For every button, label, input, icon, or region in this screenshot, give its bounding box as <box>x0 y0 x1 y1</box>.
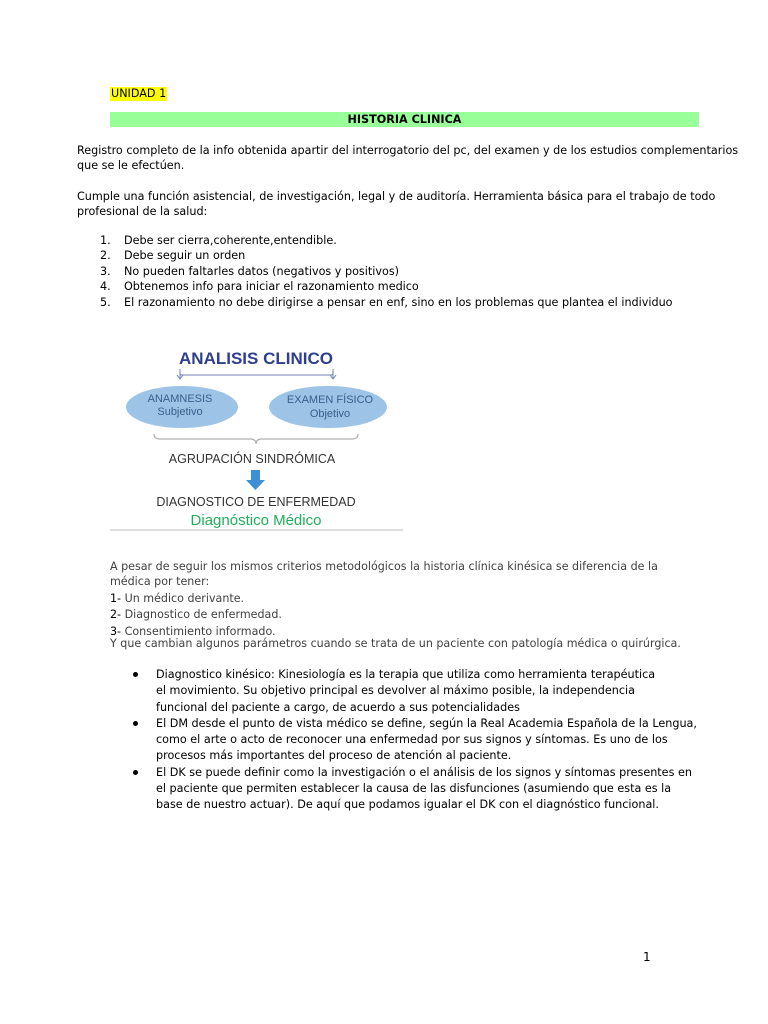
comparison-item-number: 2- <box>110 608 122 622</box>
list-number: 4. <box>100 280 111 294</box>
intro-p2-line2: profesional de la salud: <box>77 205 208 219</box>
list-item <box>100 279 720 294</box>
intro-p1-line1: Registro completo de la info obtenida apartir del interrogatorio del pc, del examen y de los estudios complementarios <box>77 144 739 157</box>
comparison-item-text: Diagnostico de enfermedad. <box>124 608 282 622</box>
comparison-line-2: médica por tener: <box>110 575 210 589</box>
bullet-icon <box>133 672 138 677</box>
document-title: HISTORIA CLINICA <box>110 112 699 127</box>
down-arrow-icon <box>246 480 265 490</box>
comparison-item-text: Un médico derivante. <box>124 591 245 605</box>
anamnesis-label: ANAMNESIS <box>147 393 213 405</box>
medical-diagnosis-label: Diagnóstico Médico <box>190 512 322 529</box>
bullet-item <box>129 716 697 765</box>
page-number: 1 <box>643 950 651 964</box>
bullet-line: El DK se puede definir como la investigación o el análisis de los signos y síntomas presentes en <box>156 765 692 779</box>
bullet-line: procesos más importantes del proceso de atención al paciente. <box>156 749 512 763</box>
list-text: No pueden faltarles datos (negativos y positivos) <box>124 264 400 278</box>
intro-paragraph-1 <box>77 143 739 174</box>
list-number: 3. <box>100 264 111 278</box>
bullet-line: base de nuestro actuar). De aquí que podamos igualar el DK con el diagnóstico funcional. <box>156 798 659 812</box>
comparison-item <box>110 607 650 622</box>
list-number: 2. <box>100 249 111 263</box>
bullet-line: funcional del paciente a cargo, de acuerdo a sus potencialidades <box>156 700 520 714</box>
intro-p2-line1: Cumple una función asistencial, de investigación, legal y de auditoría. Herramienta básica para el trabajo de todo <box>77 190 716 203</box>
list-text: Obtenemos info para iniciar el razonamiento medico <box>124 280 419 294</box>
grouping-label: AGRUPACIÓN SINDRÓMICA <box>168 452 336 466</box>
subjective-label: Subjetivo <box>157 406 203 418</box>
grouping-brace <box>154 434 358 444</box>
intro-p1-line2: que se le efectúen. <box>77 159 185 173</box>
objective-label: Objetivo <box>309 408 351 420</box>
bullet-icon <box>133 770 138 775</box>
list-item <box>100 295 720 310</box>
comparison-line-1: A pesar de seguir los mismos criterios metodológicos la historia clínica kinésica se diferencia de la <box>110 560 658 573</box>
bullet-item <box>129 667 689 716</box>
bullet-line: El DM desde el punto de vista médico se define, según la Real Academia Española de la Lengua, <box>156 716 697 730</box>
comparison-item-number: 1- <box>110 591 122 605</box>
list-item <box>100 233 720 248</box>
comparison-item-number: 3- <box>110 624 122 638</box>
diagram-title: ANALISIS CLINICO <box>179 349 333 368</box>
bullet-line: como el arte o acto de reconocer una enfermedad por sus signos y síntomas. Es uno de los <box>156 733 668 747</box>
bullet-line: el paciente que permiten establecer la causa de las disfunciones (asumiendo que esta es la <box>156 782 672 796</box>
numbered-list <box>100 233 720 310</box>
comparison-item-text: Consentimiento informado. <box>124 624 276 638</box>
comparison-item <box>110 591 650 606</box>
list-text: El razonamiento no debe dirigirse a pensar en enf, sino en los problemas que plantea el individuo <box>124 295 673 309</box>
clinical-analysis-diagram <box>110 340 403 532</box>
bullet-line: Diagnostico kinésico: Kinesiología es la terapia que utiliza como herramienta terapéutica <box>156 668 656 681</box>
bullet-item <box>129 765 692 814</box>
list-number: 1. <box>100 234 111 247</box>
intro-paragraph-2 <box>77 189 716 220</box>
list-text: Debe seguir un orden <box>124 249 246 263</box>
list-item <box>100 248 720 263</box>
bullet-line: el movimiento. Su objetivo principal es devolver al máximo posible, la independencia <box>156 684 635 698</box>
bullet-icon <box>133 721 138 726</box>
bullet-list <box>129 667 697 814</box>
list-item <box>100 264 720 279</box>
unit-label: UNIDAD 1 <box>111 87 167 100</box>
down-arrow-shaft <box>251 470 260 481</box>
list-text: Debe ser cierra,coherente,entendible. <box>124 234 337 247</box>
list-number: 5. <box>100 295 111 309</box>
comparison-closing: Y que cambian algunos parámetros cuando se trata de un paciente con patología médica o quirúrgica. <box>110 637 681 650</box>
comparison-section <box>110 559 658 639</box>
disease-diagnosis-label: DIAGNOSTICO DE ENFERMEDAD <box>156 495 356 509</box>
physical-exam-oval <box>269 386 387 428</box>
physical-exam-label: EXAMEN FÍSICO <box>286 394 374 406</box>
top-bracket <box>180 369 333 375</box>
